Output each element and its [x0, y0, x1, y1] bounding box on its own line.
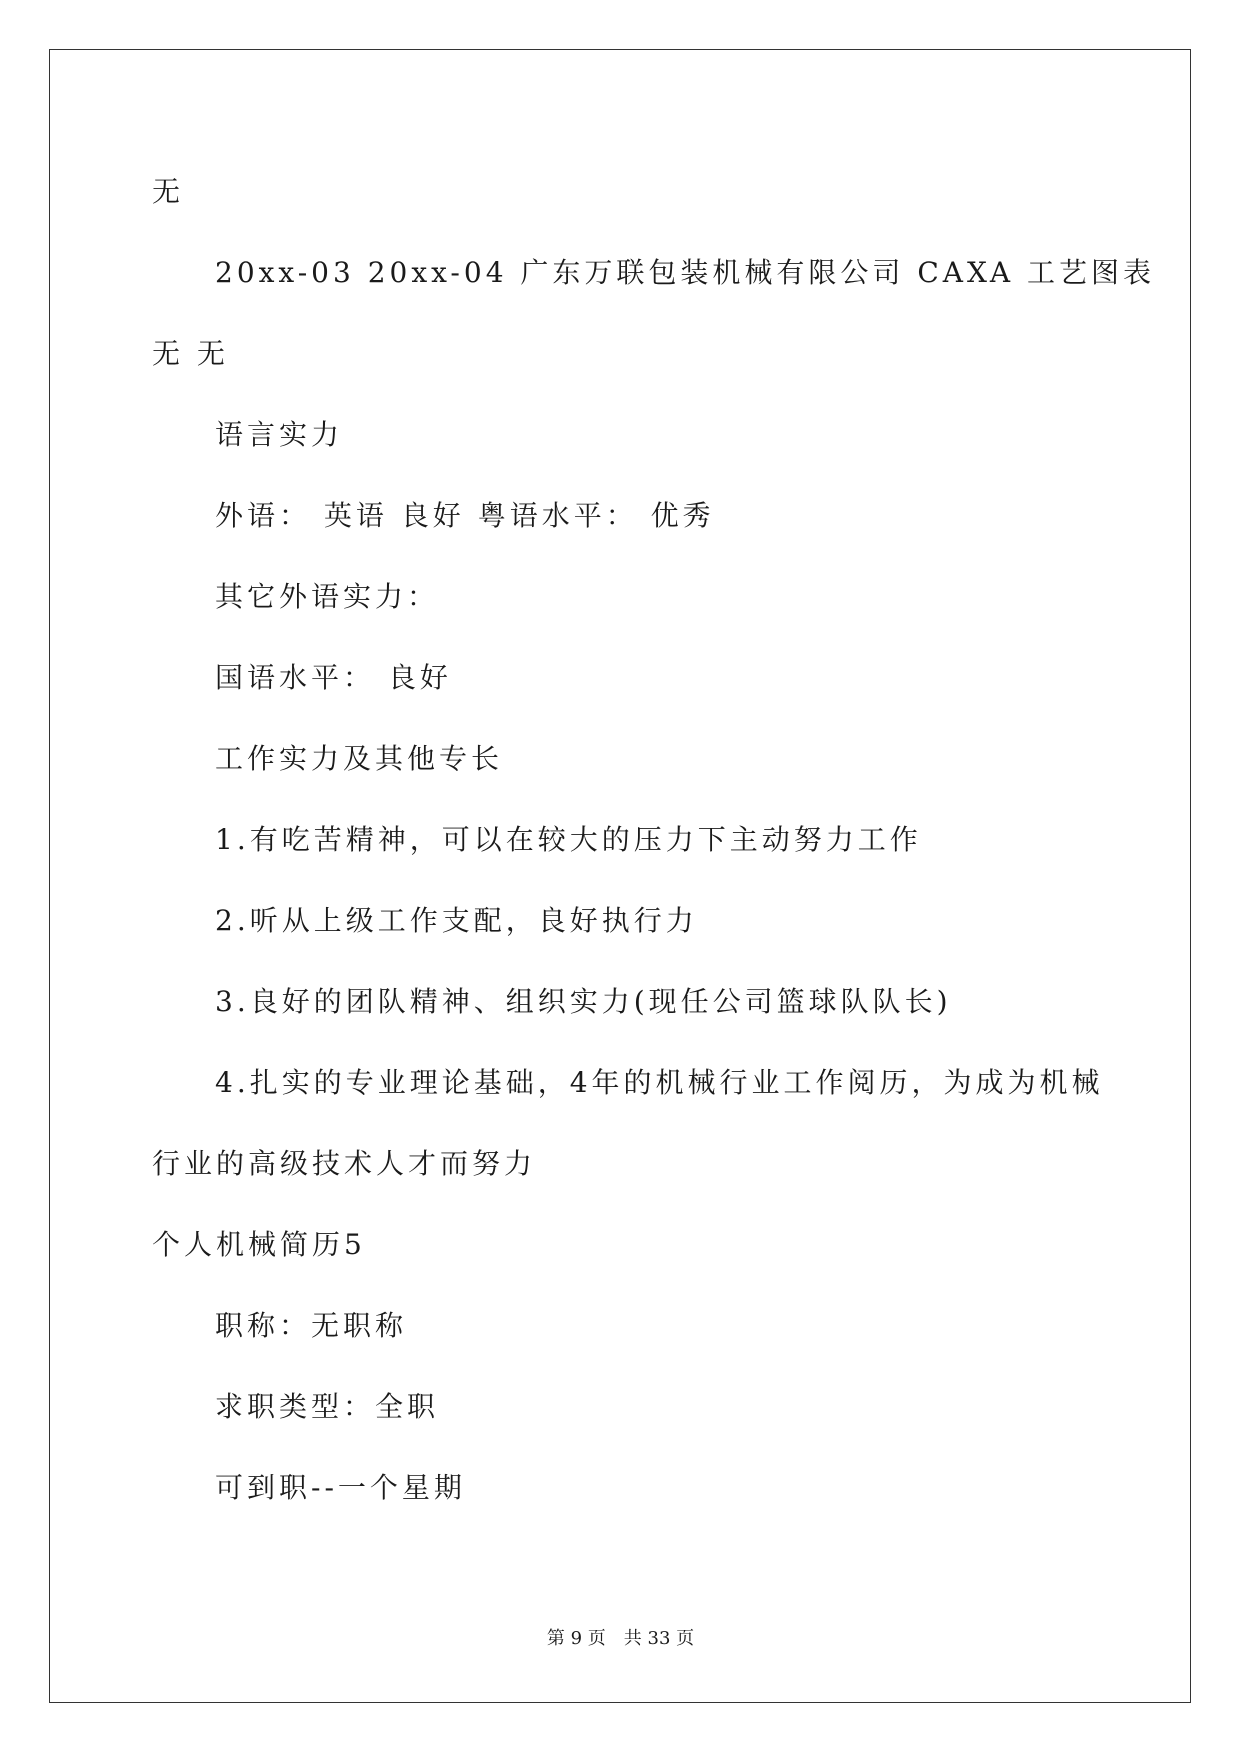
text-line-6: 其它外语实力： — [215, 580, 440, 613]
section-heading-language: 语言实力 — [215, 418, 344, 451]
text-line-16: 求职类型：全职 — [215, 1390, 440, 1423]
section-heading-resume-5: 个人机械简历5 — [152, 1228, 366, 1261]
text-line-7: 国语水平： 良好 — [215, 661, 452, 694]
text-line-5: 外语： 英语 良好 粤语水平： 优秀 — [215, 499, 715, 532]
text-line-12: 4.扎实的专业理论基础，4年的机械行业工作阅历，为成为机械 — [215, 1066, 1104, 1099]
text-line-9: 1.有吃苦精神，可以在较大的压力下主动努力工作 — [215, 823, 922, 856]
text-line-1: 无 — [152, 175, 185, 208]
text-line-11: 3.良好的团队精神、组织实力(现任公司篮球队队长) — [215, 985, 952, 1018]
page-footer — [0, 1627, 1241, 1651]
page-number: 第 9 页 共 33 页 — [546, 1628, 695, 1649]
page-frame — [49, 49, 1191, 1703]
text-line-2: 20xx-03 20xx-04 广东万联包装机械有限公司 CAXA 工艺图表 — [215, 256, 1156, 289]
text-line-17: 可到职--一个星期 — [215, 1471, 466, 1504]
text-line-3: 无 无 — [152, 337, 229, 370]
text-line-10: 2.听从上级工作支配，良好执行力 — [215, 904, 698, 937]
section-heading-skills: 工作实力及其他专长 — [215, 742, 504, 775]
text-line-15: 职称：无职称 — [215, 1309, 408, 1342]
text-line-13: 行业的高级技术人才而努力 — [152, 1147, 537, 1180]
